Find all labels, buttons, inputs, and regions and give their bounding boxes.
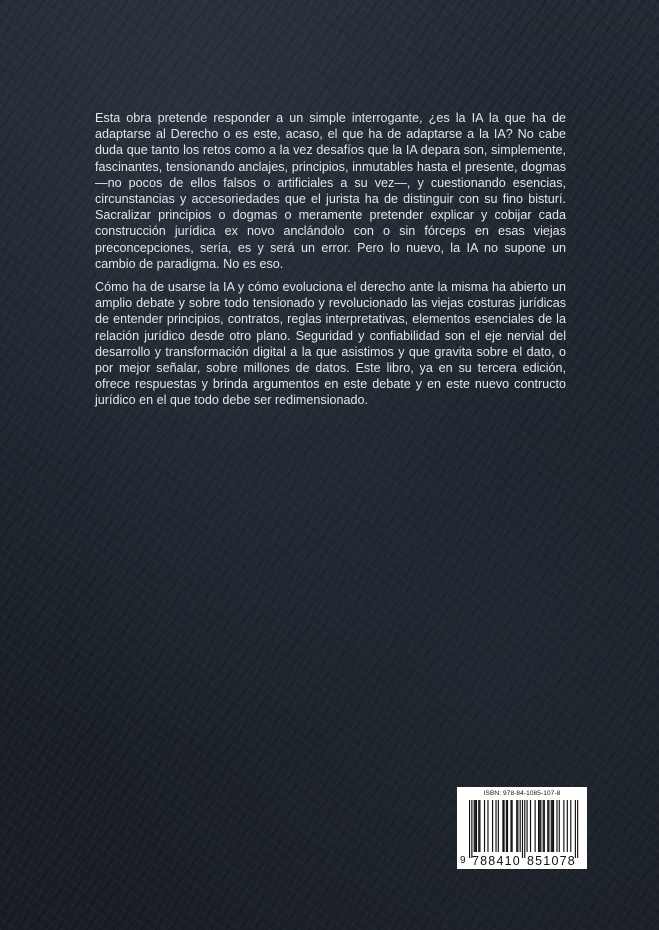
isbn-label: ISBN: 978-84-1085-107-8	[483, 790, 561, 797]
barcode-bar	[516, 800, 517, 852]
synopsis-paragraph-2: Cómo ha de usarse la IA y cómo evoluciona el derecho ante la misma ha abierto un amplio debate y sobre todo tensionado y revolucionado las viejas costuras jurídicas de entender principios, contratos, reglas interpretativas, elementos esenciales de la relación jurídico desde otro plano. Seguridad y confiabilidad son el eje nervial del desarrollo y transformación digital a la que asistimos y que gravita sobre el dato, o por mejor señalar, sobre millones de datos. Este libro, ya en su tercera edición, ofrece respuestas y brinda argumentos en este debate y en este nuevo contructo jurídico en el que todo debe ser redimensionado.	[95, 280, 566, 408]
barcode-bar	[476, 800, 477, 852]
barcode-bar	[552, 800, 553, 852]
barcode-bars	[463, 800, 582, 858]
barcode-bar	[479, 800, 480, 852]
barcode-guard-bar	[577, 800, 578, 858]
barcode-bar	[504, 800, 505, 852]
barcode-bar	[506, 800, 507, 852]
barcode-bar	[563, 800, 564, 852]
synopsis-text	[95, 110, 566, 416]
barcode-bar	[539, 800, 540, 852]
barcode-digit-group-right: 851078	[527, 854, 576, 868]
barcode-guard-bar	[471, 800, 472, 858]
barcode-bar	[548, 800, 549, 852]
barcode-bar	[570, 800, 571, 852]
barcode-bar	[527, 800, 528, 852]
barcode-bar	[553, 800, 554, 852]
barcode-bar	[492, 800, 493, 852]
barcode-bar	[544, 800, 545, 852]
barcode-guard-bar	[522, 800, 523, 858]
barcode-digit-first: 9	[460, 855, 466, 866]
barcode-bar	[474, 800, 475, 852]
barcode-bar	[538, 800, 539, 852]
barcode-bar	[475, 800, 476, 852]
barcode-bar	[495, 800, 496, 852]
barcode-bar	[530, 800, 531, 852]
barcode-bar	[547, 800, 548, 852]
barcode-bar	[502, 800, 503, 852]
barcode-bar	[543, 800, 544, 852]
isbn-barcode	[457, 787, 587, 869]
barcode-bar	[559, 800, 560, 852]
barcode-bar	[498, 800, 499, 852]
barcode-guard-bar	[469, 800, 470, 858]
barcode-bar	[535, 800, 536, 852]
barcode-bar	[512, 800, 513, 852]
barcode-bar	[510, 800, 511, 852]
barcode-guard-bar	[524, 800, 525, 858]
barcode-guard-bar	[575, 800, 576, 858]
barcode-bar	[517, 800, 518, 852]
barcode-bar	[484, 800, 485, 852]
barcode-bar	[487, 800, 488, 852]
barcode-digit-group-left: 788410	[472, 854, 521, 868]
barcode-digits	[457, 854, 587, 868]
barcode-bar	[478, 800, 479, 852]
barcode-bar	[551, 800, 552, 852]
barcode-bar	[567, 800, 568, 852]
barcode-bar	[540, 800, 541, 852]
barcode-bar	[520, 800, 521, 852]
synopsis-paragraph-1: Esta obra pretende responder a un simple interrogante, ¿es la IA la que ha de adaptarse al Derecho o es este, acaso, el que ha de adaptarse a la IA? No cabe duda que tanto los retos como a la vez desafíos que la IA depara son, simplemente, fascinantes, tensionando anclajes, principios, inmutables hasta el presente, dogmas —no pocos de ellos falsos o artificiales a su vez—, y cuestionando esencias, circunstancias y accesoriedades que el jurista ha de distinguir con su fino bisturí. Sacralizar principios o dogmas o meramente pretender explicar y cobijar cada construcción jurídica ex novo anclándolo con o sin fórceps en esas viejas preconcepciones, sería, es y será un error. Pero lo nuevo, la IA no supone un cambio de paradigma. No es eso.	[95, 111, 566, 271]
barcode-bar	[507, 800, 508, 852]
barcode-bar	[556, 800, 557, 852]
